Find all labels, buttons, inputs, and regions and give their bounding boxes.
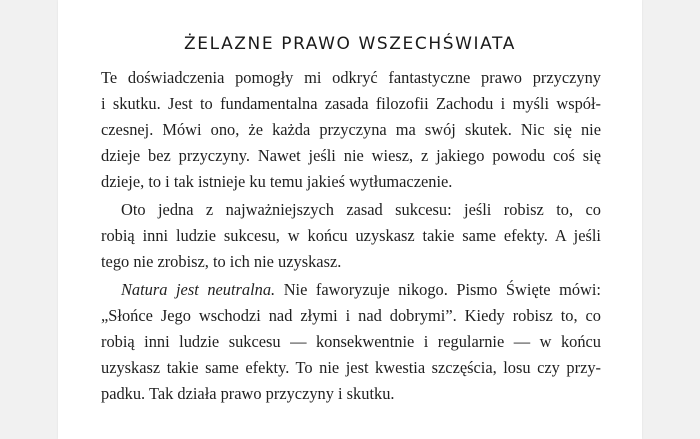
text-line-12: uzyskasz takie same efekty. To nie jest kwestia szczęścia, losu czy przy-: [101, 358, 601, 377]
text-line-3: czesnej. Mówi ono, że każda przyczyna ma swój skutek. Nic się nie: [101, 120, 601, 139]
text-line-8: tego nie zrobisz, to ich nie uzyskasz.: [101, 252, 342, 271]
text-line-10: „Słońce Jego wschodzi nad złymi i nad dobrymi”. Kiedy robisz to, co: [101, 306, 601, 325]
text-line-1: Te doświadczenia pomogły mi odkryć fantastyczne prawo przyczyny: [101, 68, 601, 87]
text-line-7: robią inni ludzie sukcesu, w końcu uzyskasz takie same efekty. A jeśli: [101, 226, 601, 245]
chapter-heading: ŻELAZNE PRAWO WSZECHŚWIATA: [184, 34, 516, 54]
text-line-4: dzieje bez przyczyny. Nawet jeśli nie wiesz, z jakiego powodu coś się: [101, 146, 601, 165]
text-line-2: i skutku. Jest to fundamentalna zasada filozofii Zachodu i myśli współ-: [101, 94, 601, 113]
text-line-5: dzieje, to i tak istnieje ku temu jakieś wytłumaczenie.: [101, 172, 453, 191]
book-page: [58, 0, 642, 439]
text-line-13: padku. Tak działa prawo przyczyny i skutku.: [101, 384, 395, 403]
text-line-9-rest: Nie faworyzuje nikogo. Pismo Święte mówi:: [283, 280, 601, 299]
text-line-9: [121, 280, 601, 304]
text-line-6: Oto jedna z najważniejszych zasad sukcesu: jeśli robisz to, co: [121, 200, 601, 219]
emphasis-natura: Natura jest neutralna.: [121, 280, 276, 299]
text-line-11: robią inni ludzie sukcesu — konsekwentnie i regularnie — w końcu: [101, 332, 601, 351]
